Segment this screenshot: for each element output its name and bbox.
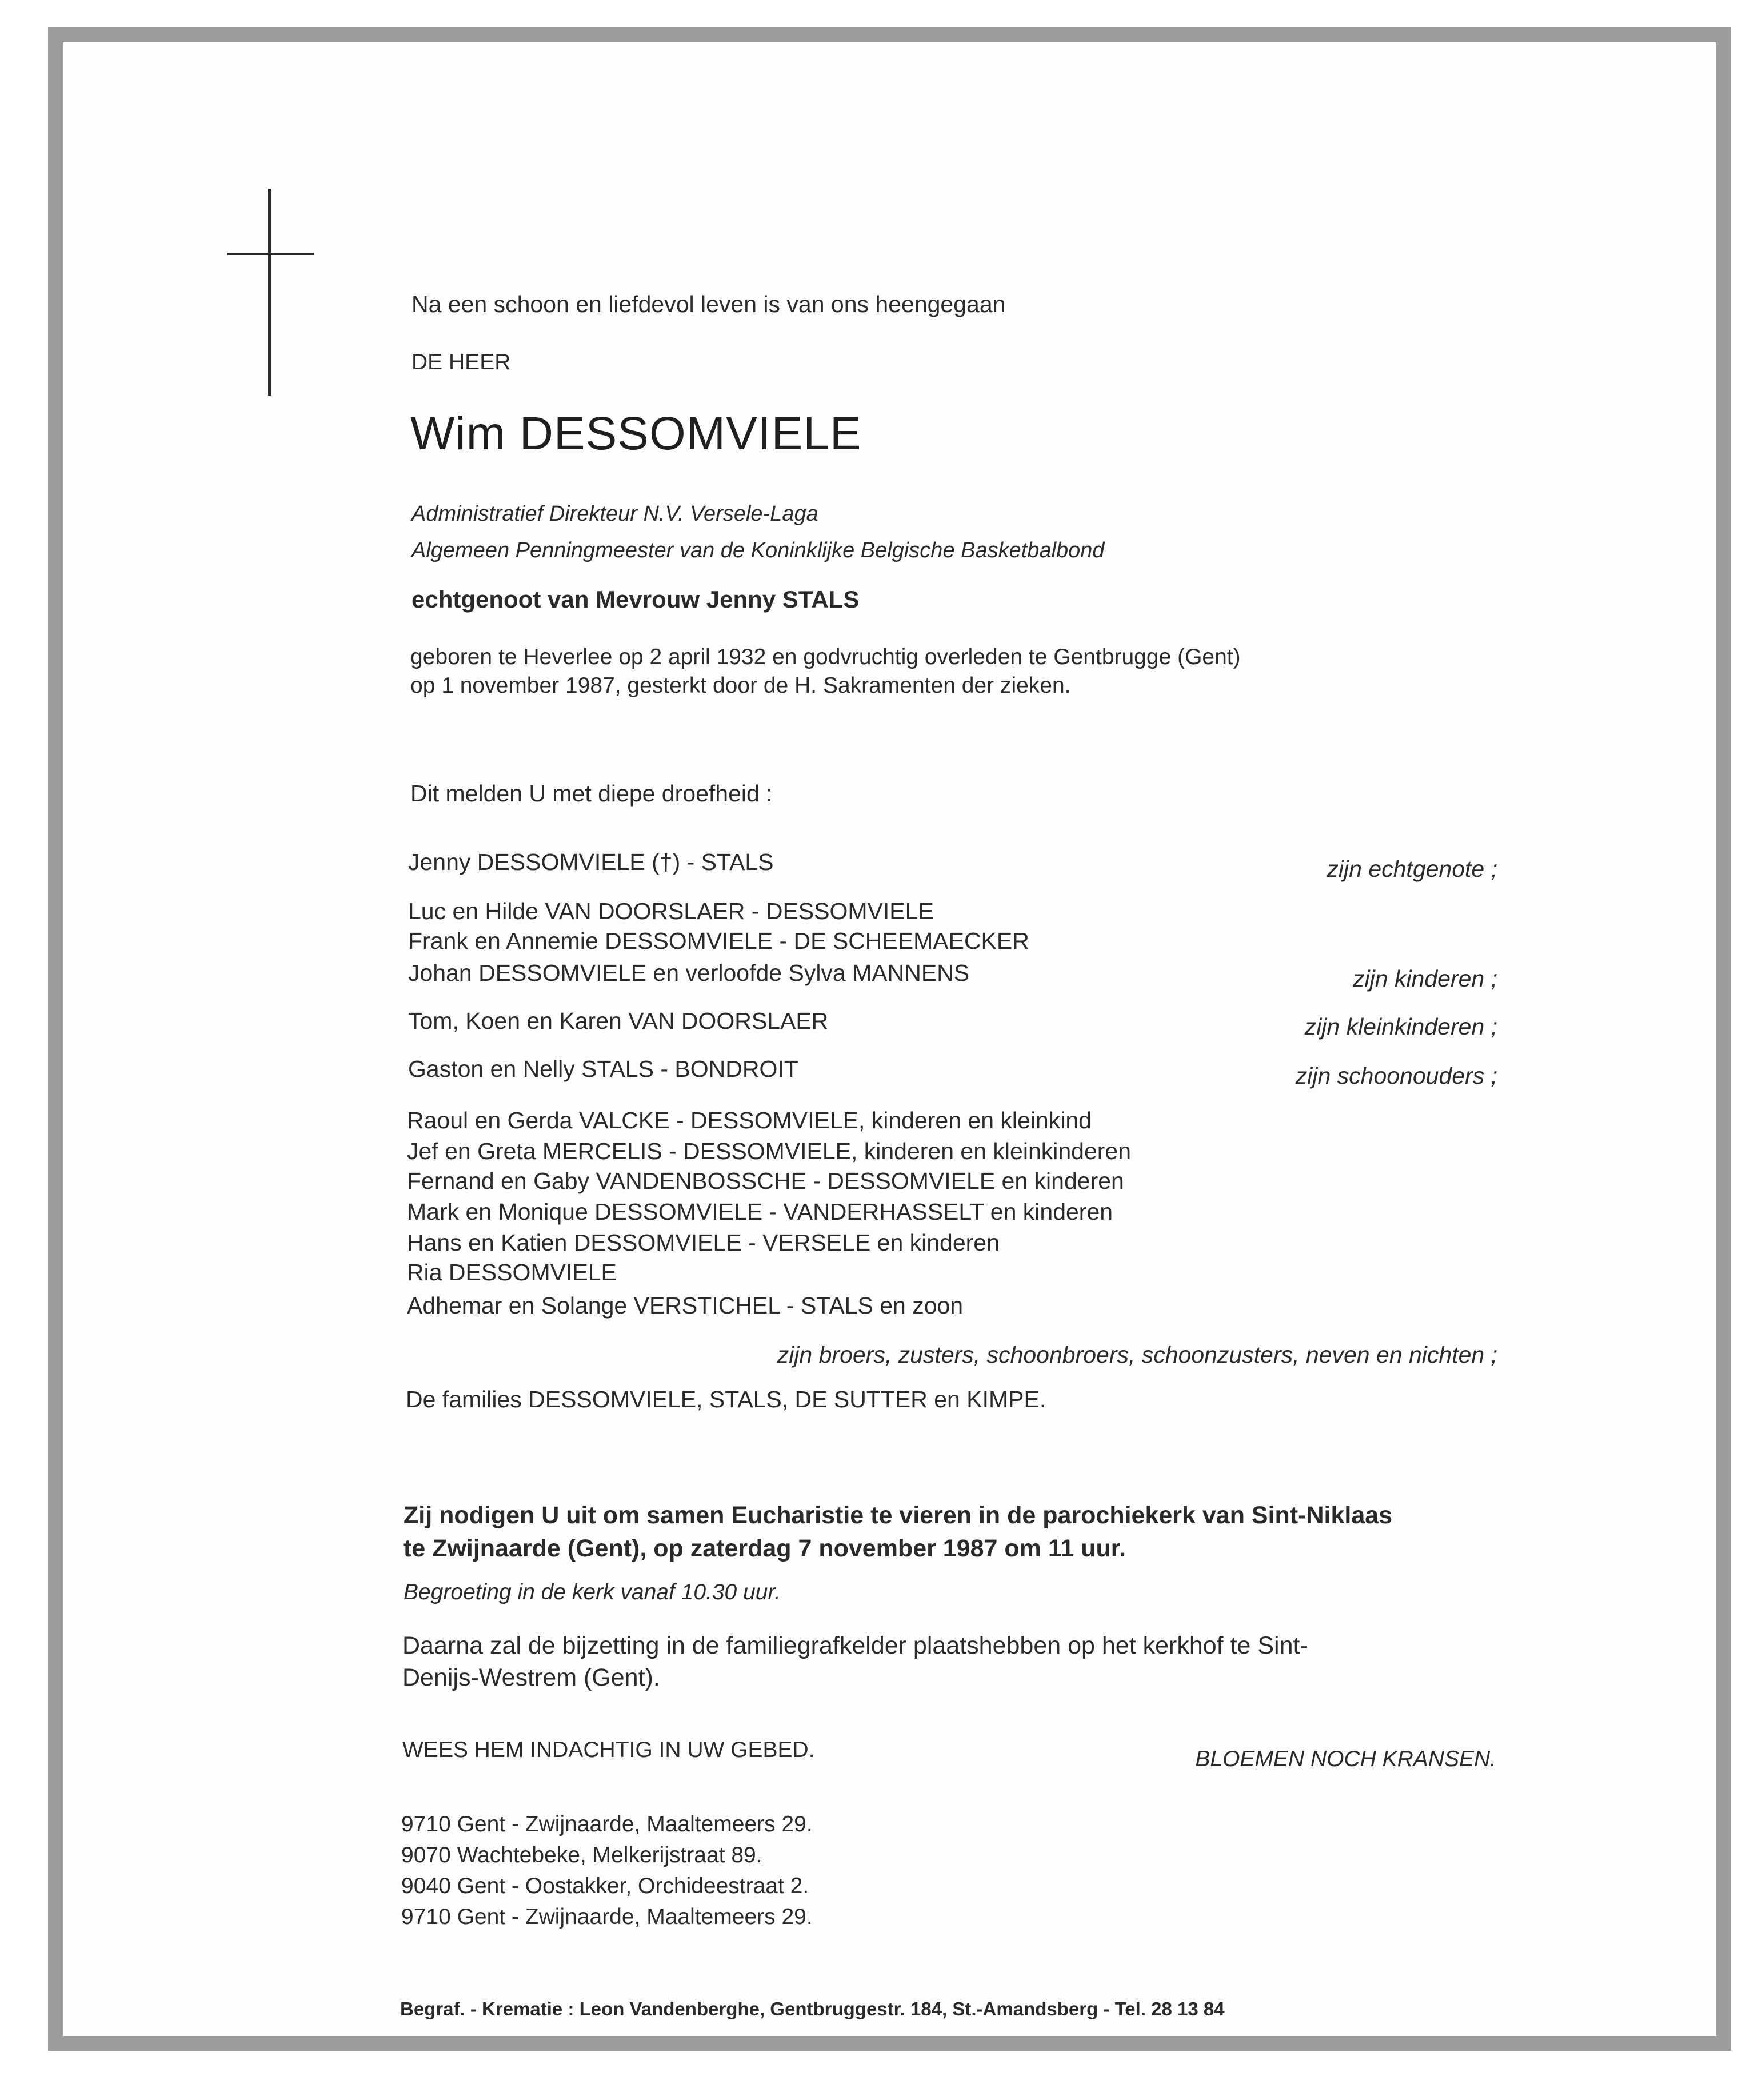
family-sibling: Fernand en Gaby VANDENBOSSCHE - DESSOMVIELE en kinderen: [407, 1168, 1124, 1194]
cross-icon: [268, 189, 271, 396]
deceased-name: Wim DESSOMVIELE: [410, 408, 862, 460]
address-line: 9070 Wachtebeke, Melkerijstraat 89.: [401, 1843, 762, 1867]
family-child: Johan DESSOMVIELE en verloofde Sylva MANNENS: [408, 960, 970, 986]
prayer-line: WEES HEM INDACHTIG IN UW GEBED.: [402, 1738, 815, 1762]
family-role: zijn echtgenote ;: [1327, 856, 1497, 882]
announce-line: Dit melden U met diepe droefheid :: [410, 780, 773, 807]
birth-death-line: geboren te Heverlee op 2 april 1932 en godvruchtig overleden te Gentbrugge (Gent): [410, 645, 1241, 669]
family-sibling: Hans en Katien DESSOMVIELE - VERSELE en kinderen: [407, 1229, 1000, 1256]
title-line: Algemeen Penningmeester van de Koninklijke Belgische Basketbalbond: [411, 538, 1105, 562]
family-role: zijn schoonouders ;: [1295, 1063, 1497, 1089]
family-sibling: Jef en Greta MERCELIS - DESSOMVIELE, kinderen en kleinkinderen: [407, 1138, 1132, 1164]
address-line: 9710 Gent - Zwijnaarde, Maaltemeers 29.: [401, 1812, 813, 1836]
family-sibling: Adhemar en Solange VERSTICHEL - STALS en zoon: [407, 1292, 964, 1319]
intro-text: Na een schoon en liefdevol leven is van ons heengegaan: [411, 291, 1006, 317]
spouse-line: echtgenoot van Mevrouw Jenny STALS: [411, 586, 860, 613]
address-line: 9040 Gent - Oostakker, Orchideestraat 2.: [401, 1874, 809, 1898]
birth-death-line: op 1 november 1987, gesterkt door de H. Sakramenten der zieken.: [410, 673, 1071, 698]
burial-line: Denijs-Westrem (Gent).: [402, 1664, 660, 1691]
family-sibling: Raoul en Gerda VALCKE - DESSOMVIELE, kinderen en kleinkind: [407, 1107, 1092, 1133]
greeting-line: Begroeting in de kerk vanaf 10.30 uur.: [403, 1580, 781, 1604]
family-role: zijn broers, zusters, schoonbroers, schoonzusters, neven en nichten ;: [777, 1342, 1497, 1368]
family-wife: Jenny DESSOMVIELE (†) - STALS: [408, 849, 774, 875]
family-sibling: Mark en Monique DESSOMVIELE - VANDERHASSELT en kinderen: [407, 1199, 1113, 1225]
family-child: Frank en Annemie DESSOMVIELE - DE SCHEEMAECKER: [408, 928, 1029, 954]
family-parents-in-law: Gaston en Nelly STALS - BONDROIT: [408, 1056, 798, 1082]
address-line: 9710 Gent - Zwijnaarde, Maaltemeers 29.: [401, 1905, 813, 1929]
undertaker-line: Begraf. - Krematie : Leon Vandenberghe, Gentbruggestr. 184, St.-Amandsberg - Tel. 28 13 84: [400, 1998, 1225, 2019]
burial-line: Daarna zal de bijzetting in de familiegrafkelder plaatshebben op het kerkhof te Sint-: [402, 1632, 1308, 1659]
family-grandchildren: Tom, Koen en Karen VAN DOORSLAER: [408, 1008, 829, 1034]
title-line: Administratief Direkteur N.V. Versele-Laga: [411, 502, 818, 526]
salutation: DE HEER: [411, 350, 511, 374]
family-sibling: Ria DESSOMVIELE: [407, 1259, 617, 1285]
family-child: Luc en Hilde VAN DOORSLAER - DESSOMVIELE: [408, 898, 934, 924]
invitation-line: te Zwijnaarde (Gent), op zaterdag 7 november 1987 om 11 uur.: [403, 1535, 1126, 1562]
families-line: De families DESSOMVIELE, STALS, DE SUTTER en KIMPE.: [406, 1386, 1046, 1412]
family-role: zijn kinderen ;: [1353, 965, 1497, 992]
family-role: zijn kleinkinderen ;: [1304, 1013, 1497, 1040]
flowers-line: BLOEMEN NOCH KRANSEN.: [1195, 1747, 1496, 1771]
invitation-line: Zij nodigen U uit om samen Eucharistie te vieren in de parochiekerk van Sint-Niklaas: [403, 1502, 1393, 1529]
cross-icon-bar: [227, 253, 314, 255]
